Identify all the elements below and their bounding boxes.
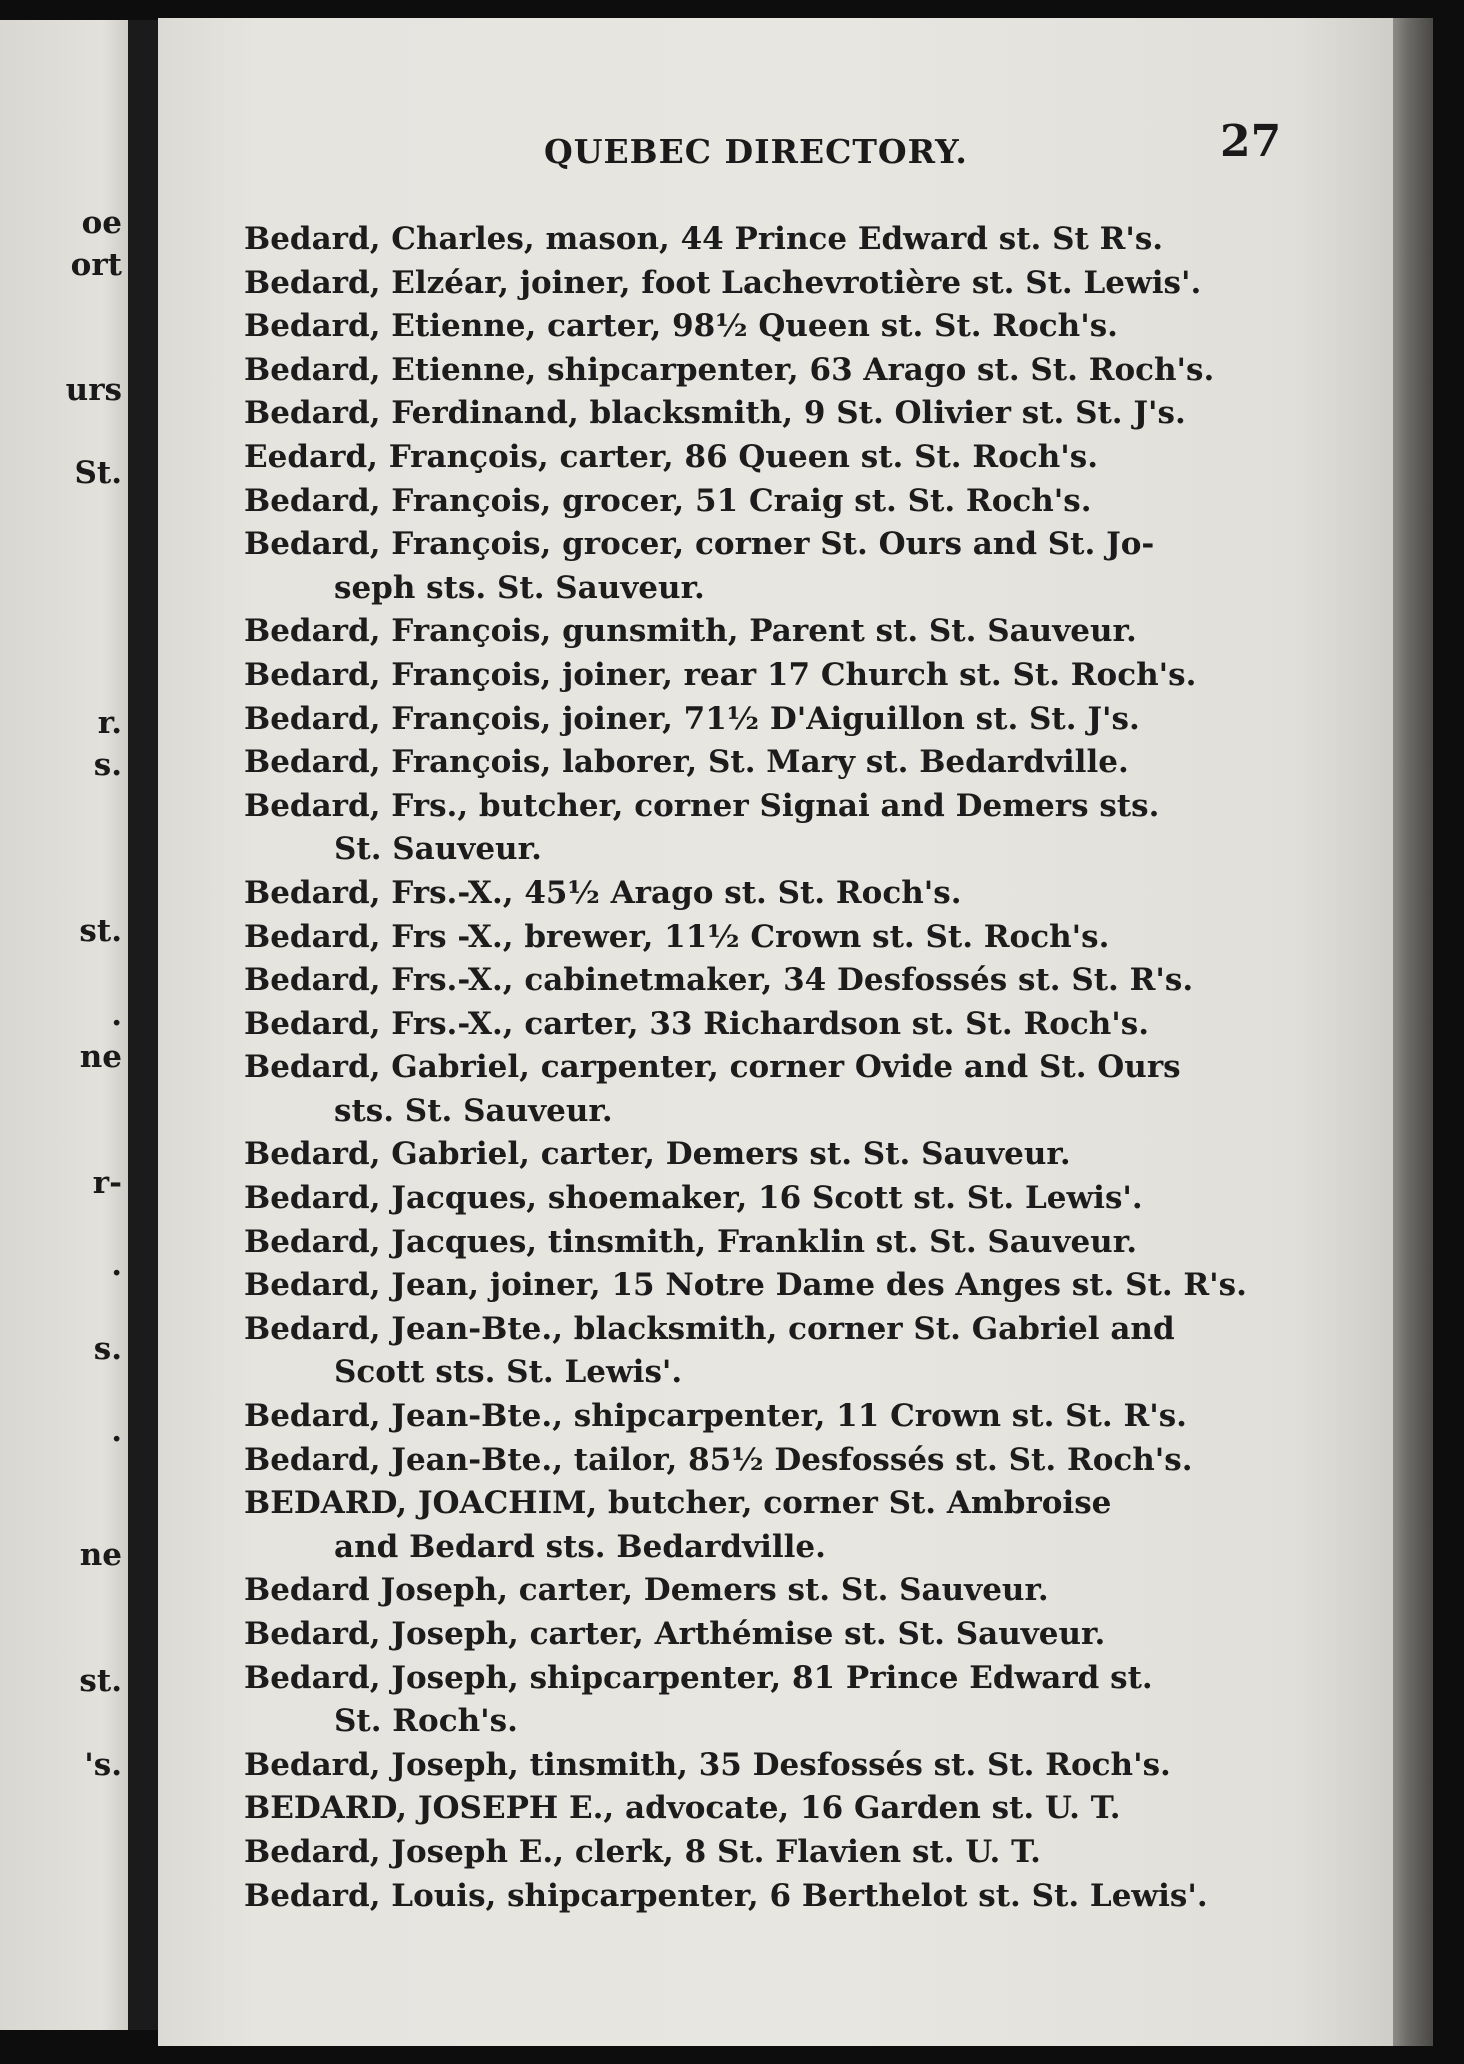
directory-entry [244, 523, 1354, 610]
left-page-fragment: St. [74, 455, 122, 491]
directory-entry [244, 436, 1354, 480]
left-page-fragment: . [111, 997, 122, 1033]
entry-text: BEDARD, JOSEPH E., advocate, 16 Garden st. U. T. [244, 1790, 1121, 1827]
entry-text: Bedard, Frs.-X., carter, 33 Richardson st. St. Roch's. [244, 1005, 1150, 1042]
directory-entry [244, 305, 1354, 349]
entry-text: Bedard, François, grocer, corner St. Ours and St. Jo- [244, 526, 1155, 563]
entry-text: Bedard, François, gunsmith, Parent st. St. Sauveur. [244, 613, 1137, 650]
entry-continuation: St. Sauveur. [334, 831, 542, 868]
directory-entry [244, 1831, 1354, 1875]
running-head: QUEBEC DIRECTORY. [544, 132, 968, 171]
left-page-fragment: urs [65, 372, 122, 408]
left-page-fragment: r. [97, 705, 122, 741]
entry-continuation: seph sts. St. Sauveur. [334, 569, 705, 606]
directory-entry [244, 1744, 1354, 1788]
directory-entry [244, 262, 1354, 306]
left-page-fragment: 's. [84, 1747, 122, 1783]
entry-text: Bedard, Joseph E., clerk, 8 St. Flavien st. U. T. [244, 1833, 1041, 1870]
directory-page [158, 18, 1393, 2046]
entry-text: Bedard, Elzéar, joiner, foot Lachevrotière st. St. Lewis'. [244, 264, 1202, 301]
left-page-fragment: s. [93, 1331, 122, 1367]
left-page-fragment: . [111, 1413, 122, 1449]
directory-entry [244, 1308, 1354, 1395]
left-page-fragment: st. [79, 1663, 122, 1699]
directory-entry [244, 392, 1354, 436]
entry-text: Bedard, Joseph, carter, Arthémise st. St. Sauveur. [244, 1616, 1106, 1652]
directory-entry [244, 959, 1354, 1003]
left-page-fragment: ne [79, 1039, 122, 1075]
entry-text: Bedard, Frs., butcher, corner Signai and Demers sts. [244, 787, 1160, 824]
directory-entry [244, 1395, 1354, 1439]
book-gutter [128, 20, 158, 2030]
entry-text: Bedard, François, joiner, 71½ D'Aiguillon st. St. J's. [244, 700, 1140, 737]
directory-entry [244, 698, 1354, 742]
entry-text: Bedard, Charles, mason, 44 Prince Edward st. St R's. [244, 221, 1164, 257]
entry-continuation: St. Roch's. [334, 1703, 518, 1740]
entry-text: Bedard, Joseph, tinsmith, 35 Desfossés st. St. Roch's. [244, 1746, 1171, 1783]
directory-entry [244, 1439, 1354, 1483]
page-edge [1393, 18, 1433, 2046]
entry-text: Bedard, Gabriel, carter, Demers st. St. Sauveur. [244, 1136, 1071, 1173]
directory-entry [244, 1046, 1354, 1133]
entry-text: Bedard, Frs -X., brewer, 11½ Crown st. St. Roch's. [244, 918, 1110, 955]
directory-entry [244, 1003, 1354, 1047]
entry-text: Bedard, Jean-Bte., tailor, 85½ Desfossés st. St. Roch's. [244, 1441, 1193, 1478]
directory-entry [244, 1264, 1354, 1308]
directory-entries [244, 218, 1354, 1918]
left-page-fragment: r- [92, 1165, 122, 1201]
directory-entry [244, 349, 1354, 393]
directory-entry [244, 872, 1354, 916]
entry-text: Bedard, Louis, shipcarpenter, 6 Berthelot st. St. Lewis'. [244, 1877, 1208, 1914]
entry-continuation: Scott sts. St. Lewis'. [334, 1354, 683, 1391]
directory-entry [244, 1569, 1354, 1613]
entry-text: Eedard, François, carter, 86 Queen st. St. Roch's. [244, 438, 1098, 475]
entry-text: Bedard, Jacques, shoemaker, 16 Scott st. St. Lewis'. [244, 1180, 1143, 1217]
directory-entry [244, 610, 1354, 654]
entry-text: Bedard, Etienne, carter, 98½ Queen st. St. Roch's. [244, 308, 1118, 345]
directory-entry [244, 916, 1354, 960]
directory-entry [244, 1787, 1354, 1831]
directory-entry [244, 480, 1354, 524]
entry-text: Bedard, Jean-Bte., shipcarpenter, 11 Crown st. St. R's. [244, 1398, 1187, 1435]
directory-entry [244, 741, 1354, 785]
left-page-fragment: ort [70, 247, 122, 283]
entry-continuation: sts. St. Sauveur. [334, 1092, 613, 1129]
left-page-fragment: st. [79, 913, 122, 949]
entry-text: Bedard, Jean, joiner, 15 Notre Dame des Anges st. St. R's. [244, 1267, 1247, 1304]
entry-text: Bedard, Ferdinand, blacksmith, 9 St. Olivier st. St. J's. [244, 395, 1186, 432]
directory-entry [244, 1875, 1354, 1919]
entry-text: Bedard Joseph, carter, Demers st. St. Sauveur. [244, 1572, 1049, 1609]
directory-entry [244, 1221, 1354, 1265]
directory-entry [244, 785, 1354, 872]
entry-text: Bedard, Jean-Bte., blacksmith, corner St. Gabriel and [244, 1310, 1175, 1347]
left-page-fragment: ne [79, 1537, 122, 1573]
entry-text: Bedard, Etienne, shipcarpenter, 63 Arago st. St. Roch's. [244, 351, 1215, 388]
directory-entry [244, 218, 1354, 262]
left-page-fragment: . [111, 1247, 122, 1283]
directory-entry [244, 654, 1354, 698]
entry-text: Bedard, Joseph, shipcarpenter, 81 Prince Edward st. [244, 1659, 1153, 1696]
directory-entry [244, 1613, 1354, 1657]
directory-entry [244, 1482, 1354, 1569]
entry-text: BEDARD, JOACHIM, butcher, corner St. Ambroise [244, 1485, 1112, 1522]
page-header [158, 116, 1393, 176]
previous-page-fragment [0, 20, 128, 2030]
entry-text: Bedard, Frs.-X., cabinetmaker, 34 Desfossés st. St. R's. [244, 962, 1194, 999]
entry-text: Bedard, François, grocer, 51 Craig st. St. Roch's. [244, 482, 1092, 519]
directory-entry [244, 1177, 1354, 1221]
left-page-fragment: s. [93, 747, 122, 783]
entry-text: Bedard, François, laborer, St. Mary st. Bedardville. [244, 744, 1129, 781]
directory-entry [244, 1133, 1354, 1177]
entry-text: Bedard, François, joiner, rear 17 Church st. St. Roch's. [244, 656, 1197, 693]
page-number: 27 [1220, 116, 1282, 167]
entry-continuation: and Bedard sts. Bedardville. [334, 1528, 826, 1565]
directory-entry [244, 1657, 1354, 1744]
left-page-fragment: oe [81, 205, 122, 241]
entry-text: Bedard, Frs.-X., 45½ Arago st. St. Roch's. [244, 874, 962, 911]
entry-text: Bedard, Jacques, tinsmith, Franklin st. St. Sauveur. [244, 1223, 1137, 1260]
entry-text: Bedard, Gabriel, carpenter, corner Ovide and St. Ours [244, 1049, 1181, 1086]
